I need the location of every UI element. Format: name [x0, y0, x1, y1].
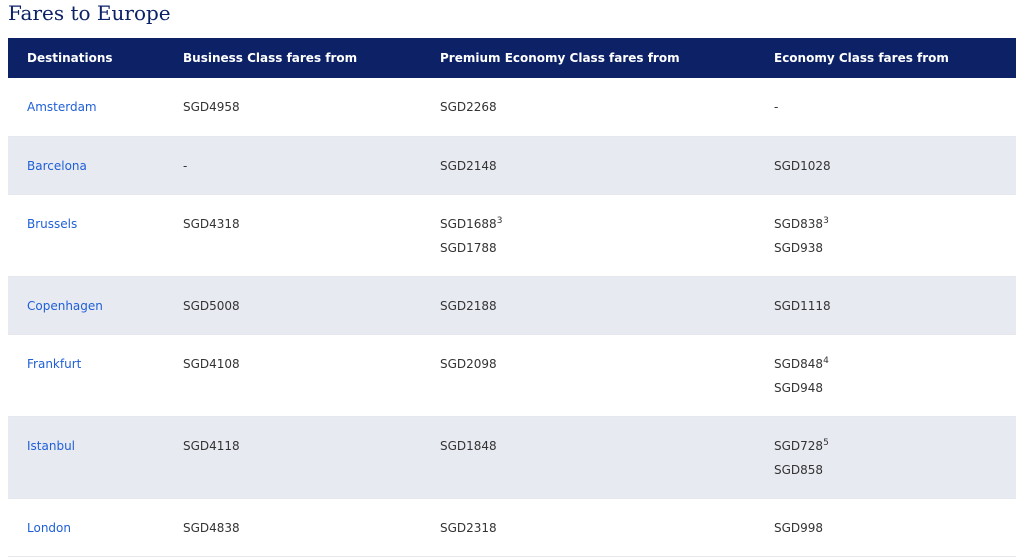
fare-value — [774, 459, 1016, 481]
destination-link[interactable]: Copenhagen — [27, 298, 103, 313]
fare-value — [440, 213, 755, 235]
business-fare-cell: SGD4958 — [183, 100, 240, 114]
table-row — [8, 136, 1016, 194]
business-fare-cell: SGD4108 — [183, 356, 240, 371]
destination-cell — [8, 276, 164, 334]
fare-value — [440, 435, 755, 457]
economy-fare-cell — [755, 276, 1016, 334]
destination-link[interactable]: Barcelona — [27, 158, 87, 173]
table-body — [8, 78, 1016, 556]
fare-value — [774, 213, 1016, 235]
economy-fare-cell — [755, 498, 1016, 556]
business-fare-cell: SGD4838 — [183, 520, 240, 535]
premium-economy-fare-cell — [421, 334, 755, 416]
fare-value — [774, 377, 1016, 399]
fare-value — [440, 295, 755, 317]
destination-cell — [8, 498, 164, 556]
economy-fare-cell — [755, 78, 1016, 136]
table-row — [8, 416, 1016, 498]
economy-fare-cell — [755, 334, 1016, 416]
fare-amount: SGD1118 — [774, 298, 831, 313]
footnote-marker: 3 — [496, 215, 503, 226]
header-economy: Economy Class fares from — [774, 51, 949, 65]
premium-economy-fare-cell — [421, 194, 755, 276]
fare-amount: SGD838 — [774, 216, 824, 231]
premium-economy-fare-cell — [421, 498, 755, 556]
footnote-marker: 3 — [823, 215, 829, 226]
fare-amount: SGD948 — [774, 380, 824, 395]
destination-link[interactable]: Amsterdam — [27, 100, 97, 114]
fare-value — [774, 237, 1016, 259]
table-row — [8, 78, 1016, 136]
business-fare-cell: SGD5008 — [183, 298, 240, 313]
destination-cell — [8, 334, 164, 416]
fare-value — [774, 155, 1016, 177]
page-title: Fares to Europe — [8, 1, 171, 25]
fare-amount: SGD858 — [774, 462, 824, 477]
table-row — [8, 334, 1016, 416]
business-fare-cell: - — [183, 158, 188, 173]
footnote-marker: 5 — [823, 437, 829, 448]
fare-value — [774, 435, 1016, 457]
destination-link[interactable]: Brussels — [27, 216, 78, 231]
fare-amount: SGD2318 — [440, 520, 497, 535]
destination-link[interactable]: London — [27, 520, 71, 535]
destination-cell — [8, 194, 164, 276]
premium-economy-fare-cell — [421, 78, 755, 136]
destination-link[interactable]: Istanbul — [27, 438, 76, 453]
fare-amount: SGD2268 — [440, 100, 497, 114]
table-row — [8, 194, 1016, 276]
fare-amount: SGD1028 — [774, 158, 831, 173]
business-fare-cell: SGD4318 — [183, 216, 240, 231]
fare-amount: SGD1788 — [440, 240, 497, 255]
fare-amount: SGD998 — [774, 520, 824, 535]
fares-table — [8, 38, 1016, 557]
header-premium-economy: Premium Economy Class fares from — [440, 51, 680, 65]
premium-economy-fare-cell — [421, 416, 755, 498]
fare-value — [440, 237, 755, 259]
destination-cell — [8, 78, 164, 136]
business-fare-cell: SGD4118 — [183, 438, 240, 453]
fare-amount: SGD1688 — [440, 216, 497, 231]
premium-economy-fare-cell — [421, 136, 755, 194]
fare-amount: SGD2098 — [440, 356, 497, 371]
economy-fare-cell — [755, 136, 1016, 194]
destination-cell — [8, 136, 164, 194]
table-row — [8, 498, 1016, 556]
fare-amount: SGD2188 — [440, 298, 497, 313]
fare-amount: SGD728 — [774, 438, 824, 453]
fare-value — [774, 353, 1016, 375]
economy-fare-cell — [755, 416, 1016, 498]
header-destinations: Destinations — [27, 51, 113, 65]
destination-cell — [8, 416, 164, 498]
table-row — [8, 276, 1016, 334]
destination-link[interactable]: Frankfurt — [27, 356, 82, 371]
fare-amount: SGD848 — [774, 356, 824, 371]
table-header-row — [8, 38, 1016, 78]
fare-amount: SGD2148 — [440, 158, 497, 173]
fare-value — [440, 155, 755, 177]
economy-fare-cell — [755, 194, 1016, 276]
fare-amount: - — [774, 100, 779, 114]
fare-value — [440, 353, 755, 375]
fare-amount: SGD1848 — [440, 438, 497, 453]
fare-value — [774, 96, 1016, 118]
fare-amount: SGD938 — [774, 240, 824, 255]
premium-economy-fare-cell — [421, 276, 755, 334]
header-business: Business Class fares from — [183, 51, 358, 65]
fare-value — [774, 295, 1016, 317]
fare-value — [440, 96, 755, 118]
fare-value — [440, 517, 755, 539]
footnote-marker: 4 — [823, 355, 829, 366]
fare-value — [774, 517, 1016, 539]
